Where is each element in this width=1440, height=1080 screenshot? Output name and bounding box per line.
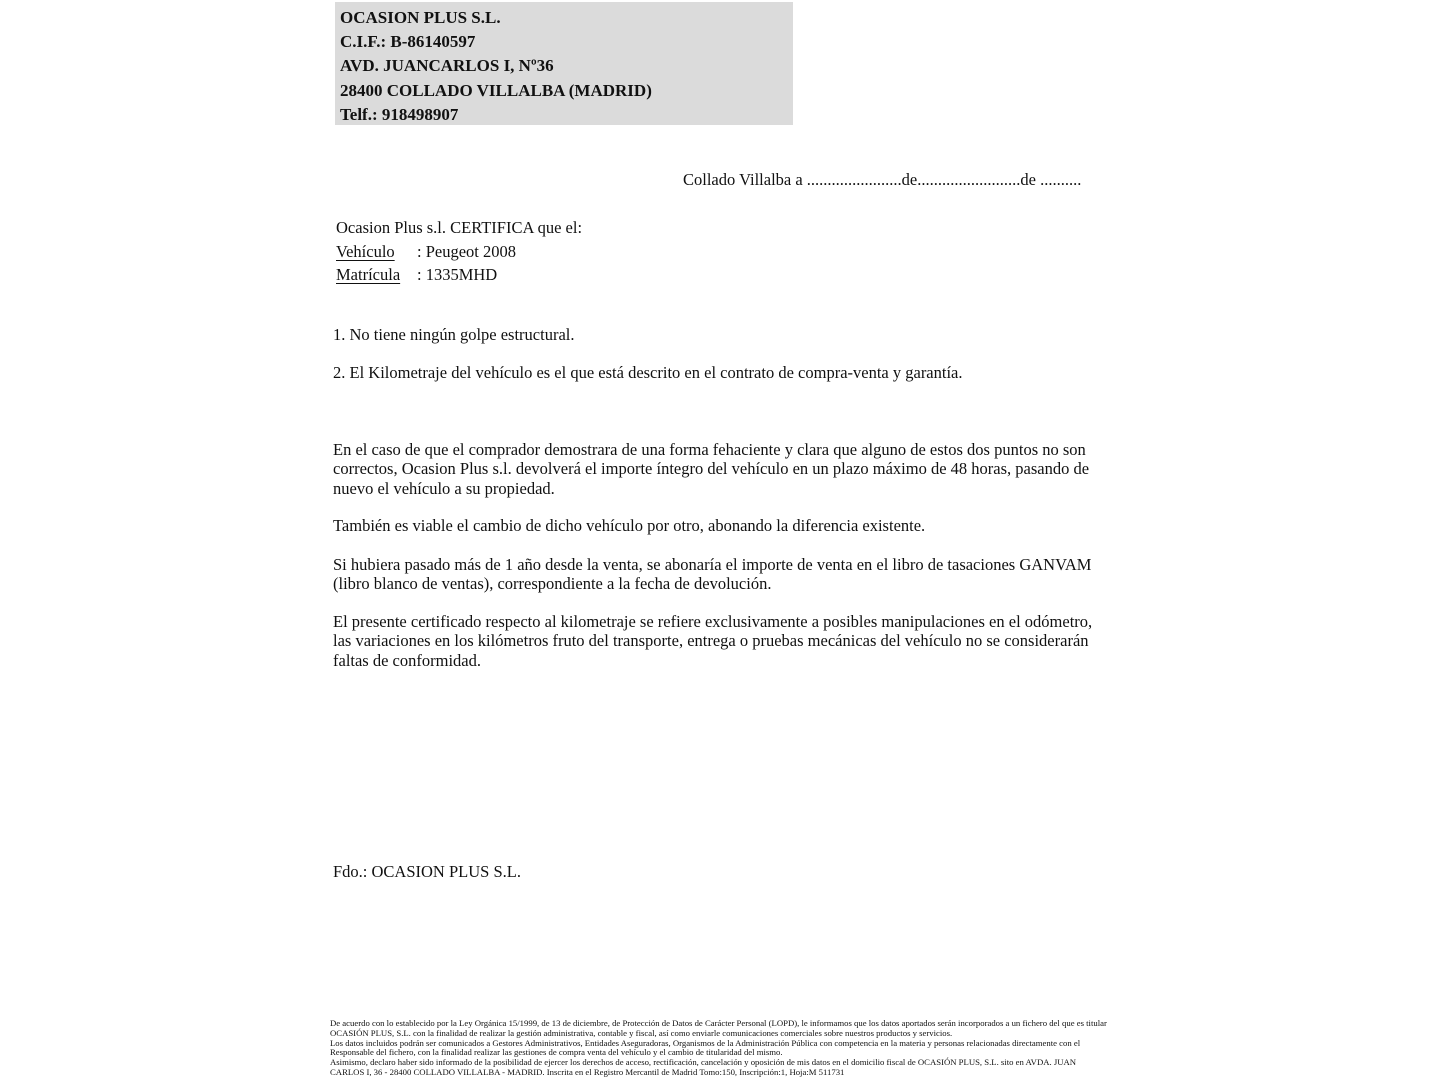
company-address: AVD. JUANCARLOS I, Nº36 bbox=[340, 56, 554, 76]
paragraph-exchange: También es viable el cambio de dicho vehículo por otro, abonando la diferencia existente. bbox=[333, 516, 926, 535]
date-line: Collado Villalba a .......................de.........................de .......... bbox=[683, 170, 1082, 189]
vehicle-value: : Peugeot 2008 bbox=[417, 241, 516, 261]
legal-line: Asimismo, declaro haber sido informado de la posibilidad de ejercer los derechos de acceso, rectificación, cancelación y oposición de mis datos en el domicilio fiscal de OCASIÓN PLUS, S.L. sito en AVDA. JUAN bbox=[330, 1057, 1077, 1067]
legal-line: CARLOS I, 36 - 28400 COLLADO VILLALBA - MADRID. Inscrita en el Registro Mercantil de Madrid Tomo:150, Inscripción:1, Hoja:M 511731 bbox=[330, 1066, 845, 1077]
vehicle-row bbox=[336, 240, 582, 264]
legal-line: Responsable del fichero, con la finalidad realizar las gestiones de compra venta del vehículo y el cambio de titularidad del mismo. bbox=[330, 1047, 783, 1058]
plate-row bbox=[336, 263, 582, 287]
paragraph-odometer: El presente certificado respecto al kilometraje se refiere exclusivamente a posibles manipulaciones en el odómetro, las variaciones en los kilómetros fruto del transporte, entrega o pruebas mecánicas del vehículo no se considerarán faltas de conformidad. bbox=[333, 612, 1093, 670]
point-structural: 1. No tiene ningún golpe estructural. bbox=[333, 325, 575, 344]
vehicle-label: Vehículo bbox=[336, 241, 395, 261]
company-phone: Telf.: 918498907 bbox=[340, 104, 459, 124]
legal-fine-print bbox=[330, 1019, 1120, 1078]
certify-block bbox=[336, 216, 582, 287]
certify-intro: Ocasion Plus s.l. CERTIFICA que el: bbox=[336, 218, 583, 237]
signature-line: Fdo.: OCASION PLUS S.L. bbox=[333, 862, 521, 881]
plate-label: Matrícula bbox=[336, 265, 401, 284]
legal-line: De acuerdo con lo establecido por la Ley Orgánica 15/1999, de 13 de diciembre, de Protección de Datos de Carácter Personal (LOPD), le informamos que los datos aportados serán incorporados a un fichero del que es titular bbox=[330, 1018, 1107, 1028]
company-name: OCASION PLUS S.L. bbox=[340, 8, 501, 27]
paragraph-refund: En el caso de que el comprador demostrara de una forma fehaciente y clara que alguno de estos dos puntos no son correctos, Ocasion Plus s.l. devolverá el importe íntegro del vehículo en un plazo máximo de 48 horas, pasando de nuevo el vehículo a su propiedad. bbox=[333, 440, 1090, 498]
company-city: 28400 COLLADO VILLALBA (MADRID) bbox=[340, 80, 652, 100]
legal-line: OCASIÓN PLUS, S.L. con la finalidad de realizar la gestión administrativa, contable y fiscal, así como enviarle comunicaciones comerciales sobre nuestros productos y servicios. bbox=[330, 1027, 953, 1038]
company-header-box bbox=[335, 2, 793, 125]
company-cif: C.I.F.: B-86140597 bbox=[340, 32, 476, 52]
plate-value: : 1335MHD bbox=[417, 265, 498, 284]
point-mileage: 2. El Kilometraje del vehículo es el que está descrito en el contrato de compra-venta y garantía. bbox=[333, 363, 963, 382]
legal-line: Los datos incluidos podrán ser comunicados a Gestores Administrativos, Entidades Aseguradoras, Organismos de la Administración Pública con competencia en la materia y personas relacionadas directamente con el bbox=[330, 1037, 1081, 1048]
paragraph-ganvam: Si hubiera pasado más de 1 año desde la venta, se abonaría el importe de venta en el libro de tasaciones GANVAM (libro blanco de ventas), correspondiente a la fecha de devolución. bbox=[333, 555, 1092, 594]
